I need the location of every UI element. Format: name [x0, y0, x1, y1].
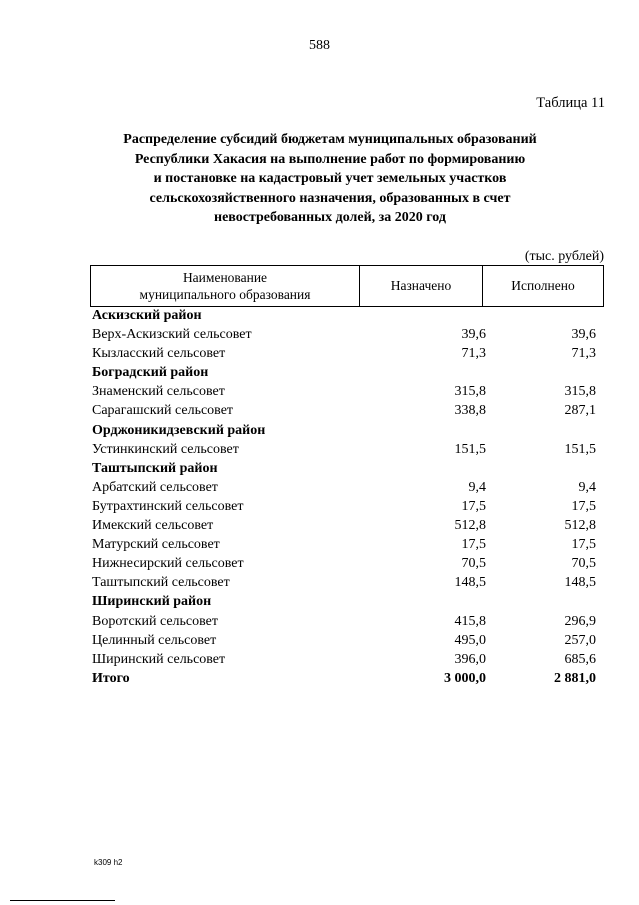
- table-row: [90, 382, 604, 401]
- row-name: Целинный сельсовет: [92, 632, 217, 648]
- row-executed: 39,6: [571, 327, 596, 343]
- row-name: Знаменский сельсовет: [92, 384, 225, 400]
- table-header: [90, 265, 604, 307]
- row-assigned: 70,5: [461, 556, 486, 572]
- row-assigned: 17,5: [461, 537, 486, 553]
- row-name: Устинкинский сельсовет: [92, 441, 239, 457]
- row-name: Бутрахтинский сельсовет: [92, 498, 244, 514]
- row-executed: 151,5: [564, 441, 596, 457]
- row-assigned: 71,3: [461, 346, 486, 362]
- district-row: [90, 306, 604, 325]
- row-name: Имекский сельсовет: [92, 518, 214, 534]
- footer-code: k309 h2: [94, 858, 123, 867]
- title-line: Республики Хакасия на выполнение работ по формированию: [134, 151, 526, 167]
- row-name: Ширинский район: [92, 594, 212, 610]
- row-executed: 296,9: [564, 613, 596, 629]
- table-row: [90, 516, 604, 535]
- row-name: Орджоникидзевский район: [92, 422, 266, 438]
- row-executed: 71,3: [571, 346, 596, 362]
- row-assigned: 3 000,0: [444, 670, 486, 686]
- column-header-name-line: Наименование: [182, 270, 268, 285]
- table-row: [90, 497, 604, 516]
- row-assigned: 151,5: [454, 441, 486, 457]
- column-header-name: [91, 266, 360, 306]
- total-row: [90, 669, 604, 688]
- row-executed: 9,4: [578, 479, 596, 495]
- row-name: Воротский сельсовет: [92, 613, 218, 629]
- row-name: Боградский район: [92, 365, 209, 381]
- table-row: [90, 325, 604, 344]
- table-body: [90, 306, 604, 688]
- column-header-assigned: Назначено: [360, 266, 483, 306]
- table-row: [90, 478, 604, 497]
- row-executed: 512,8: [564, 518, 596, 534]
- row-name: Таштыпский район: [92, 460, 218, 476]
- district-row: [90, 363, 604, 382]
- row-assigned: 396,0: [454, 651, 486, 667]
- row-name: Ширинский сельсовет: [92, 651, 226, 667]
- row-assigned: 9,4: [468, 479, 486, 495]
- row-assigned: 39,6: [461, 327, 486, 343]
- row-executed: 685,6: [564, 651, 596, 667]
- table-label: Таблица 11: [536, 95, 605, 111]
- table-row: [90, 440, 604, 459]
- table-row: [90, 631, 604, 650]
- footer-divider: [10, 900, 115, 901]
- row-name: Сарагашский сельсовет: [92, 403, 234, 419]
- row-assigned: 17,5: [461, 498, 486, 514]
- row-executed: 17,5: [571, 537, 596, 553]
- title-line: и постановке на кадастровый учет земельных участков: [153, 171, 507, 187]
- row-executed: 17,5: [571, 498, 596, 514]
- column-header-executed: Исполнено: [511, 278, 575, 293]
- district-row: [90, 421, 604, 440]
- table-row: [90, 612, 604, 631]
- row-assigned: 415,8: [454, 613, 486, 629]
- table-row: [90, 573, 604, 592]
- table-row: [90, 554, 604, 573]
- row-assigned: 495,0: [454, 632, 486, 648]
- row-executed: 287,1: [564, 403, 596, 419]
- table-row: [90, 650, 604, 669]
- row-name: Верх-Аскизский сельсовет: [92, 327, 252, 343]
- title-line: невостребованных долей, за 2020 год: [214, 210, 446, 226]
- document-title: [80, 130, 580, 228]
- column-header-name-line: муниципального образования: [139, 287, 311, 302]
- table-row: [90, 401, 604, 420]
- title-line: сельскохозяйственного назначения, образованных в счет: [149, 190, 511, 206]
- row-name: Нижнесирский сельсовет: [92, 556, 244, 572]
- row-name: Аскизский район: [92, 308, 202, 323]
- title-line: Распределение субсидий бюджетам муниципальных образований: [123, 132, 537, 147]
- row-executed: 70,5: [571, 556, 596, 572]
- row-name: Матурский сельсовет: [92, 537, 220, 553]
- row-executed: 257,0: [564, 632, 596, 648]
- row-executed: 148,5: [564, 575, 596, 591]
- units-label: (тыс. рублей): [524, 249, 604, 264]
- row-name: Арбатский сельсовет: [92, 479, 218, 495]
- row-name: Кызласский сельсовет: [92, 346, 226, 362]
- row-assigned: 315,8: [454, 384, 486, 400]
- row-assigned: 148,5: [454, 575, 486, 591]
- row-executed: 2 881,0: [554, 670, 596, 686]
- row-name: Таштыпский сельсовет: [92, 575, 230, 591]
- row-assigned: 338,8: [454, 403, 486, 419]
- row-assigned: 512,8: [454, 518, 486, 534]
- row-name: Итого: [92, 670, 130, 686]
- row-executed: 315,8: [564, 384, 596, 400]
- page-number: 588: [309, 38, 330, 53]
- table-row: [90, 344, 604, 363]
- district-row: [90, 459, 604, 478]
- table-row: [90, 535, 604, 554]
- district-row: [90, 592, 604, 611]
